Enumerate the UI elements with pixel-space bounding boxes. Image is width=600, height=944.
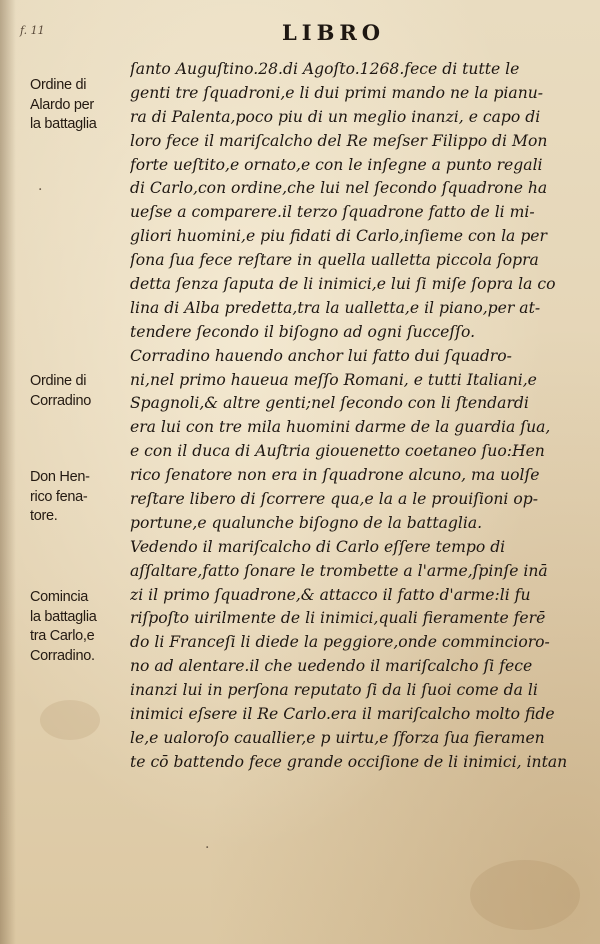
margin-note-line: la battaglia [30, 116, 97, 132]
text-line: aſſaltare,fatto ſonare le trombette a l'arme,ſpinſe inā [130, 561, 548, 580]
text-line: Corradino hauendo anchor lui fatto dui ſquadro- [130, 346, 512, 365]
margin-note-line: Don Hen- [30, 469, 90, 485]
margin-note-don-henrico [30, 468, 130, 527]
ink-speck: · [38, 182, 43, 198]
margin-note-line: Comincia [30, 589, 89, 605]
text-line: te cō battendo fece grande occiſione de li inimici, intan [130, 752, 568, 771]
text-line: Spagnoli,& altre genti;nel ſecondo con li ſtendardi [130, 394, 529, 413]
text-line: zi il primo ſquadrone,& attacco il fatto d'arme:li fu [130, 585, 531, 604]
text-line: ſona ſua fece reſtare in quella ualletta piccola ſopra [130, 251, 539, 270]
text-line: detta ſenza ſaputa de li inimici,e lui ſi miſe ſopra la co [130, 275, 556, 294]
margin-note-line: tra Carlo,e [30, 628, 95, 644]
text-line: di Carlo,con ordine,che lui nel ſecondo ſquadrone ha [130, 179, 548, 198]
text-line: genti tre ſquadroni,e li dui primi mando ne la pianu- [130, 83, 544, 102]
text-line: ra di Palenta,poco piu di un meglio inanzi, e capo di [130, 107, 541, 126]
folio-number: f. 11 [20, 24, 45, 37]
margin-note-line: Alardo per [30, 96, 94, 113]
text-line: gliori huomini,e piu fidati di Carlo,inſieme con la per [130, 227, 547, 246]
margin-note-line: Corradino. [30, 647, 95, 664]
text-line: e con il duca di Auſtria giouenetto coetaneo ſuo:Hen [130, 442, 545, 461]
margin-note-ordine-alardo [30, 76, 130, 135]
margin-note-ordine-corradino [30, 372, 130, 411]
text-line: ni,nel primo haueua meſſo Romani, e tutti Italiani,e [130, 370, 537, 389]
margin-note-line: la battaglia [30, 608, 97, 625]
text-line: inanzi lui in perſona reputato ſi da li ſuoi come da li [130, 681, 538, 700]
text-line: Vedendo il mariſcalcho di Carlo eſſere tempo di [130, 537, 506, 556]
paper-stain [40, 700, 100, 740]
text-line: forte ueſtito,e ornato,e con le inſegne a punto regali [130, 155, 543, 174]
text-line: no ad alentare.il che uedendo il mariſcalcho ſi fece [130, 657, 533, 676]
text-line: riſpoſto uirilmente de li inimici,quali fieramente ferē [130, 609, 546, 628]
ink-speck: · [205, 840, 210, 856]
margin-note-line: rico fena- [30, 488, 88, 505]
text-line: reſtare libero di ſcorrere qua,e la a le prouiſioni op- [130, 490, 538, 509]
text-line: ueſse a comparere.il terzo ſquadrone fatto de li mi- [130, 203, 535, 222]
margin-note-comincia-battaglia [30, 588, 130, 666]
text-line: portune,e qualunche biſogno de la battaglia. [130, 513, 483, 532]
text-line: ſanto Auguſtino.28.di Agoſto.1268.fece di tutte le [130, 60, 520, 78]
running-header: LIBRO [282, 20, 386, 45]
page-gutter-shadow [0, 0, 16, 944]
text-line: loro fece il mariſcalcho del Re meſser Filippo di Mon [130, 131, 548, 150]
margin-note-line: Ordine di [30, 77, 87, 93]
margin-note-line: Corradino [30, 392, 91, 409]
text-line: rico ſenatore non era in ſquadrone alcuno, ma uolſe [130, 466, 540, 485]
text-line: era lui con tre mila huomini darme de la guardia ſua, [130, 418, 551, 437]
text-line: le,e ualoroſo cauallier,e p uirtu,e ſforza ſua fieramen [130, 728, 545, 747]
paper-stain [470, 860, 580, 930]
text-line: inimici eſsere il Re Carlo.era il mariſcalcho molto fide [130, 705, 555, 724]
margin-note-line: Ordine di [30, 373, 87, 389]
body-text [130, 58, 570, 775]
text-line: lina di Alba predetta,tra la ualletta,e il piano,per at- [130, 298, 541, 317]
text-line: do li Franceſi li diede la peggiore,onde commincioro- [130, 633, 550, 652]
text-line: tendere ſecondo il biſogno ad ogni ſucceſſo. [130, 322, 476, 341]
margin-note-line: tore. [30, 508, 58, 524]
